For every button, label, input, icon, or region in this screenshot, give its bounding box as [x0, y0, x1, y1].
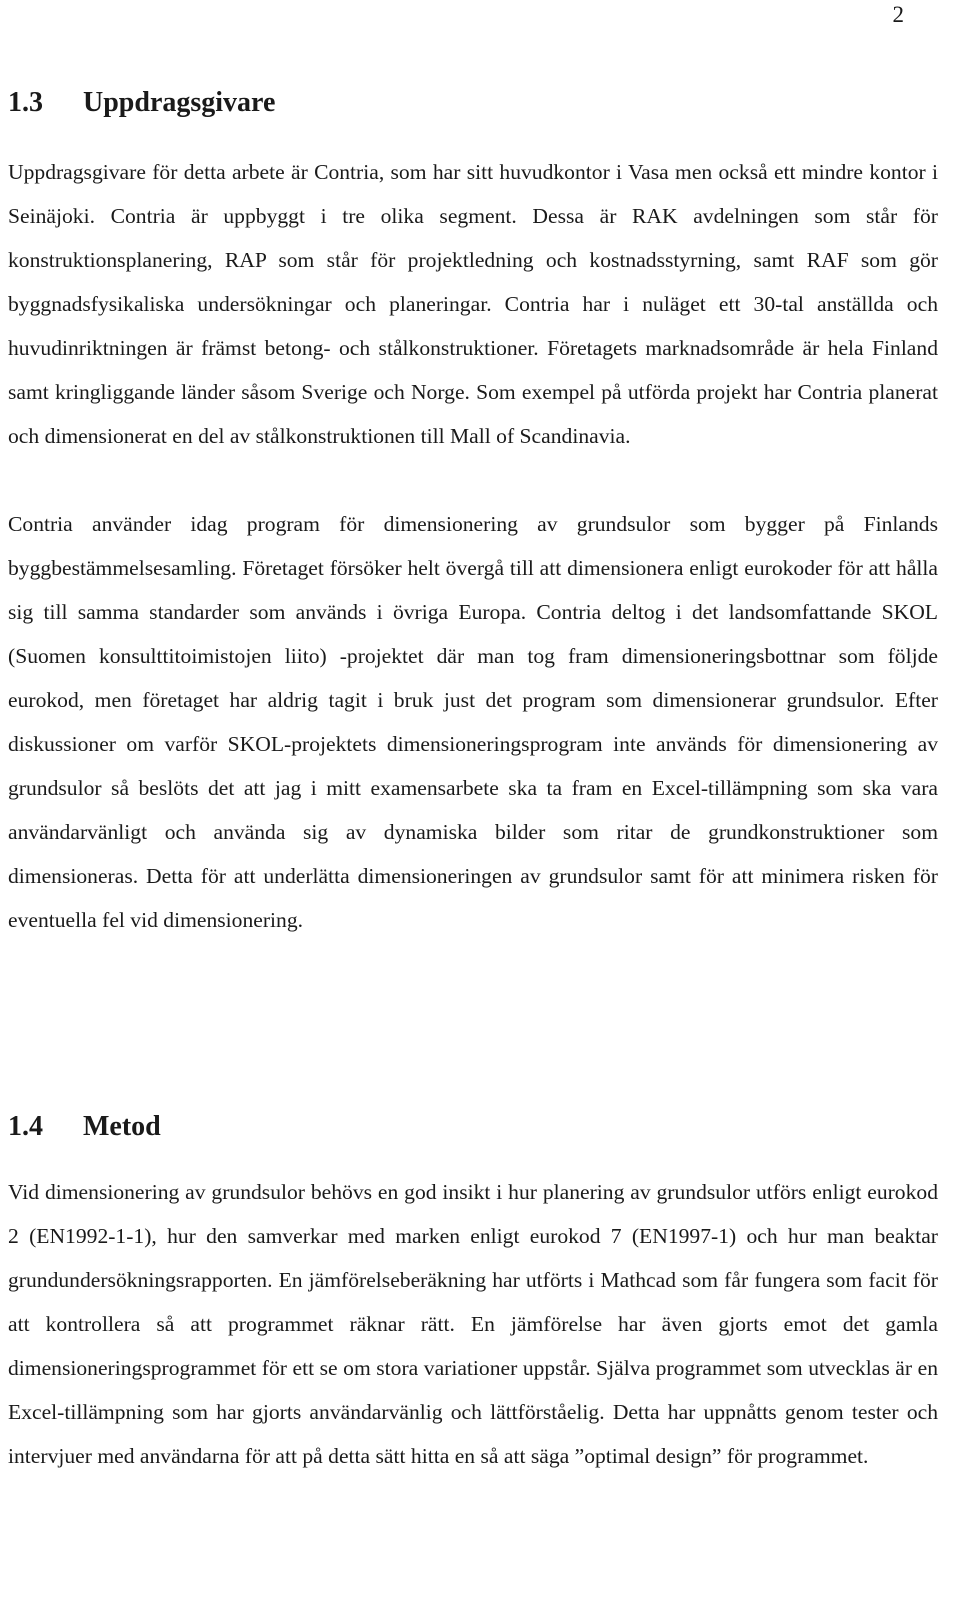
section-heading-uppdragsgivare: [8, 86, 938, 120]
section-body-uppdragsgivare: [8, 150, 938, 942]
page-number: 2: [892, 2, 904, 27]
section-number: 1.3: [8, 87, 43, 118]
paragraph: Uppdragsgivare för detta arbete är Contria, som har sitt huvudkontor i Vasa men också ett mindre kontor i Seinäjoki. Contria är uppbyggt i tre olika segment. Dessa är RAK avdelningen som står för konstruktionsplanering, RAP som står för projektledning och kostnadsstyrning, samt RAF som gör byggnadsfysikaliska undersökningar och planeringar. Contria har i nuläget ett 30-tal anställda och huvudinriktningen är främst betong- och stålkonstruktioner. Företagets marknadsområde är hela Finland samt kringliggande länder såsom Sverige och Norge. Som exempel på utförda projekt har Contria planerat och dimensionerat en del av stålkonstruktionen till Mall of Scandinavia.: [8, 160, 938, 448]
section-body-metod: [8, 1170, 938, 1478]
section-title: Metod: [83, 1111, 161, 1142]
section-heading-metod: [8, 1110, 938, 1144]
section-title: Uppdragsgivare: [83, 87, 276, 118]
paragraph: Vid dimensionering av grundsulor behövs en god insikt i hur planering av grundsulor utförs enligt eurokod 2 (EN1992-1-1), hur den samverkar med marken enligt eurokod 7 (EN1997-1) och hur man beaktar grundundersökningsrapporten. En jämförelseberäkning har utförts i Mathcad som får fungera som facit för att kontrollera så att programmet räknar rätt. En jämförelse har även gjorts emot det gamla dimensioneringsprogrammet för ett se om stora variationer uppstår. Själva programmet som utvecklas är en Excel-tillämpning som har gjorts användarvänlig och lättförståelig. Detta har uppnåtts genom tester och intervjuer med användarna för att på detta sätt hitta en så att säga ”optimal design” för programmet.: [8, 1180, 938, 1468]
section-number: 1.4: [8, 1111, 43, 1142]
paragraph: Contria använder idag program för dimensionering av grundsulor som bygger på Finlands byggbestämmelsesamling. Företaget försöker helt övergå till att dimensionera enligt eurokoder för att hålla sig till samma standarder som används i övriga Europa. Contria deltog i det landsomfattande SKOL (Suomen konsulttitoimistojen liito) -projektet där man tog fram dimensioneringsbottnar som följde eurokod, men företaget har aldrig tagit i bruk just det program som dimensionerar grundsulor. Efter diskussioner om varför SKOL-projektets dimensioneringsprogram inte används för dimensionering av grundsulor så beslöts det att jag i mitt examensarbete ska ta fram en Excel-tillämpning som ska vara användarvänligt och använda sig av dynamiska bilder som ritar de grundkonstruktioner som dimensioneras. Detta för att underlätta dimensioneringen av grundsulor samt för att minimera risken för eventuella fel vid dimensionering.: [8, 512, 938, 932]
paragraph-gap: [8, 458, 938, 502]
